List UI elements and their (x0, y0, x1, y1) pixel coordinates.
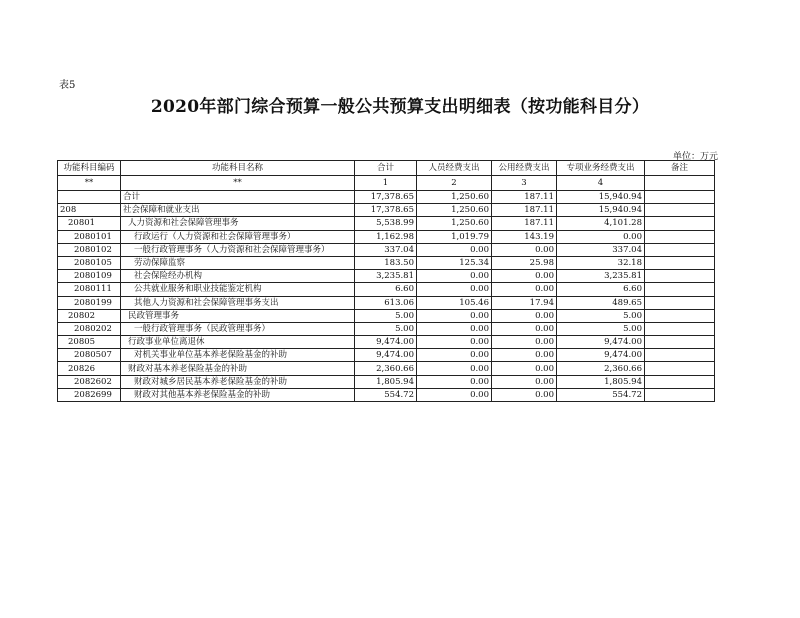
cell-personnel: 1,019.79 (417, 230, 492, 243)
cell-name: 民政管理事务 (121, 309, 355, 322)
cell-name: 人力资源和社会保障管理事务 (121, 217, 355, 230)
cell-public: 0.00 (492, 283, 557, 296)
cell-code: 2080202 (58, 322, 121, 335)
table-row (58, 270, 715, 283)
table-body (58, 191, 715, 402)
cell-personnel: 105.46 (417, 296, 492, 309)
cell-remark (645, 296, 715, 309)
cell-special: 5.00 (557, 309, 645, 322)
cell-code: 2082602 (58, 375, 121, 388)
cell-total: 5,538.99 (355, 217, 417, 230)
cell-special: 5.00 (557, 322, 645, 335)
cell-remark (645, 336, 715, 349)
cell-personnel: 1,250.60 (417, 204, 492, 217)
cell-remark (645, 217, 715, 230)
cell-code: 208 (58, 204, 121, 217)
cell-code: 2080101 (58, 230, 121, 243)
table-number-label: 表5 (59, 80, 76, 91)
cell-total: 1,805.94 (355, 375, 417, 388)
cell-total: 5.00 (355, 309, 417, 322)
table-row (58, 362, 715, 375)
header-personnel: 人员经费支出 (417, 161, 492, 176)
cell-total: 337.04 (355, 243, 417, 256)
table-row (58, 243, 715, 256)
cell-remark (645, 191, 715, 204)
table-row (58, 230, 715, 243)
budget-detail-table (57, 160, 715, 402)
cell-remark (645, 204, 715, 217)
cell-remark (645, 256, 715, 269)
cell-personnel: 0.00 (417, 322, 492, 335)
header-remark: 备注 (645, 161, 715, 176)
cell-total: 17,378.65 (355, 204, 417, 217)
cell-remark (645, 243, 715, 256)
cell-code: 20805 (58, 336, 121, 349)
cell-total: 6.60 (355, 283, 417, 296)
cell-public: 0.00 (492, 362, 557, 375)
cell-code: 2080199 (58, 296, 121, 309)
table-row (58, 283, 715, 296)
cell-public: 0.00 (492, 270, 557, 283)
cell-total: 613.06 (355, 296, 417, 309)
table-row (58, 256, 715, 269)
cell-public: 0.00 (492, 375, 557, 388)
cell-public: 0.00 (492, 336, 557, 349)
cell-special: 4,101.28 (557, 217, 645, 230)
table-row (58, 296, 715, 309)
cell-total: 183.50 (355, 256, 417, 269)
cell-name: 一般行政管理事务（民政管理事务） (121, 322, 355, 335)
cell-remark (645, 309, 715, 322)
index-cell: 1 (355, 176, 417, 191)
cell-special: 6.60 (557, 283, 645, 296)
cell-public: 17.94 (492, 296, 557, 309)
cell-remark (645, 349, 715, 362)
cell-total: 554.72 (355, 388, 417, 401)
cell-name: 其他人力资源和社会保障管理事务支出 (121, 296, 355, 309)
index-cell: 2 (417, 176, 492, 191)
cell-personnel: 0.00 (417, 375, 492, 388)
cell-public: 187.11 (492, 191, 557, 204)
cell-remark (645, 283, 715, 296)
cell-remark (645, 375, 715, 388)
cell-special: 337.04 (557, 243, 645, 256)
cell-total: 9,474.00 (355, 336, 417, 349)
table-row (58, 191, 715, 204)
cell-remark (645, 230, 715, 243)
table-row (58, 388, 715, 401)
cell-code: 2080507 (58, 349, 121, 362)
cell-personnel: 0.00 (417, 349, 492, 362)
cell-name: 财政对其他基本养老保险基金的补助 (121, 388, 355, 401)
cell-name: 财政对城乡居民基本养老保险基金的补助 (121, 375, 355, 388)
cell-code: 2082699 (58, 388, 121, 401)
cell-special: 489.65 (557, 296, 645, 309)
cell-code (58, 191, 121, 204)
header-name: 功能科目名称 (121, 161, 355, 176)
index-row (58, 176, 715, 191)
cell-remark (645, 388, 715, 401)
header-special: 专项业务经费支出 (557, 161, 645, 176)
table-row (58, 375, 715, 388)
unit-label: 单位：万元 (672, 152, 718, 162)
cell-total: 9,474.00 (355, 349, 417, 362)
cell-special: 1,805.94 (557, 375, 645, 388)
cell-public: 0.00 (492, 322, 557, 335)
cell-special: 15,940.94 (557, 191, 645, 204)
cell-name: 财政对基本养老保险基金的补助 (121, 362, 355, 375)
cell-total: 17,378.65 (355, 191, 417, 204)
header-code: 功能科目编码 (58, 161, 121, 176)
cell-code: 2080105 (58, 256, 121, 269)
cell-name: 行政运行（人力资源和社会保障管理事务） (121, 230, 355, 243)
cell-code: 2080109 (58, 270, 121, 283)
cell-total: 2,360.66 (355, 362, 417, 375)
header-total: 合计 (355, 161, 417, 176)
cell-name: 一般行政管理事务（人力资源和社会保障管理事务） (121, 243, 355, 256)
index-cell: 4 (557, 176, 645, 191)
cell-public: 0.00 (492, 388, 557, 401)
cell-code: 20826 (58, 362, 121, 375)
cell-personnel: 0.00 (417, 309, 492, 322)
cell-special: 554.72 (557, 388, 645, 401)
table-row (58, 349, 715, 362)
cell-personnel: 1,250.60 (417, 191, 492, 204)
cell-personnel: 0.00 (417, 270, 492, 283)
header-public: 公用经费支出 (492, 161, 557, 176)
cell-name: 公共就业服务和职业技能鉴定机构 (121, 283, 355, 296)
cell-public: 187.11 (492, 204, 557, 217)
cell-special: 9,474.00 (557, 349, 645, 362)
header-row (58, 161, 715, 176)
cell-name: 合计 (121, 191, 355, 204)
cell-name: 社会保险经办机构 (121, 270, 355, 283)
cell-code: 2080102 (58, 243, 121, 256)
cell-personnel: 1,250.60 (417, 217, 492, 230)
cell-total: 1,162.98 (355, 230, 417, 243)
cell-personnel: 0.00 (417, 336, 492, 349)
cell-public: 0.00 (492, 349, 557, 362)
cell-name: 劳动保障监察 (121, 256, 355, 269)
cell-code: 20801 (58, 217, 121, 230)
cell-personnel: 125.34 (417, 256, 492, 269)
document-title: 2020年部门综合预算一般公共预算支出明细表（按功能科目分） (150, 97, 650, 117)
cell-remark (645, 322, 715, 335)
cell-total: 5.00 (355, 322, 417, 335)
table-row (58, 204, 715, 217)
cell-public: 0.00 (492, 243, 557, 256)
cell-personnel: 0.00 (417, 388, 492, 401)
cell-public: 25.98 (492, 256, 557, 269)
cell-name: 对机关事业单位基本养老保险基金的补助 (121, 349, 355, 362)
cell-special: 32.18 (557, 256, 645, 269)
table-row (58, 217, 715, 230)
index-cell: 3 (492, 176, 557, 191)
cell-public: 143.19 (492, 230, 557, 243)
cell-personnel: 0.00 (417, 243, 492, 256)
cell-remark (645, 362, 715, 375)
cell-personnel: 0.00 (417, 283, 492, 296)
cell-public: 187.11 (492, 217, 557, 230)
cell-personnel: 0.00 (417, 362, 492, 375)
cell-special: 9,474.00 (557, 336, 645, 349)
cell-total: 3,235.81 (355, 270, 417, 283)
index-cell (645, 176, 715, 191)
cell-code: 2080111 (58, 283, 121, 296)
cell-name: 社会保障和就业支出 (121, 204, 355, 217)
index-cell: ** (121, 176, 355, 191)
table-row (58, 322, 715, 335)
cell-code: 20802 (58, 309, 121, 322)
cell-public: 0.00 (492, 309, 557, 322)
cell-special: 0.00 (557, 230, 645, 243)
cell-special: 3,235.81 (557, 270, 645, 283)
index-cell: ** (58, 176, 121, 191)
cell-special: 15,940.94 (557, 204, 645, 217)
cell-name: 行政事业单位离退休 (121, 336, 355, 349)
cell-special: 2,360.66 (557, 362, 645, 375)
table-row (58, 309, 715, 322)
cell-remark (645, 270, 715, 283)
table-row (58, 336, 715, 349)
